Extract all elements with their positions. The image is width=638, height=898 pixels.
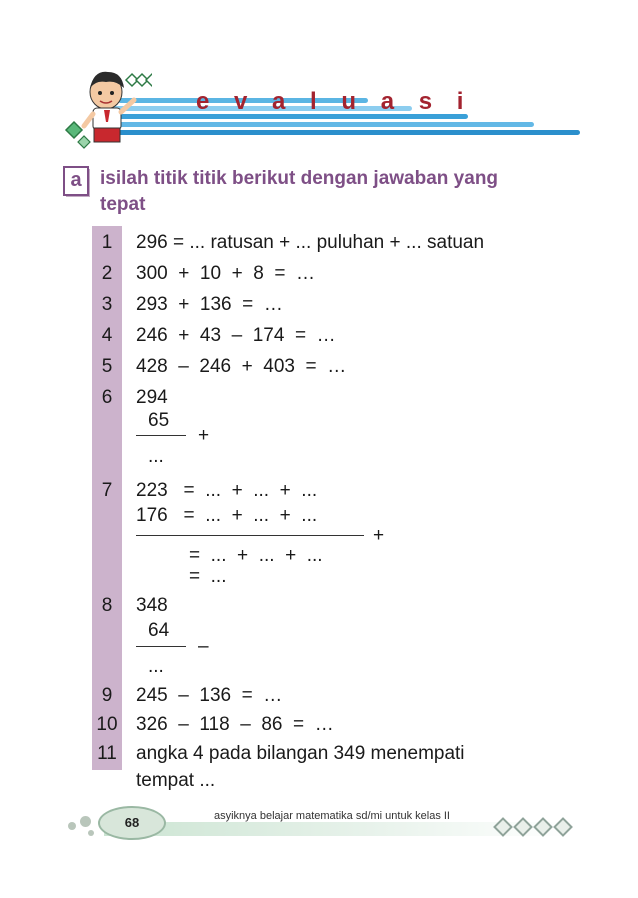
question-text: 326 – 118 – 86 = … [136, 714, 334, 735]
question-number: 1 [101, 232, 113, 253]
question-text: 428 – 246 + 403 = … [136, 356, 347, 377]
page-number: 68 [124, 815, 140, 830]
section-badge: a [63, 166, 89, 196]
question-number: 5 [101, 356, 113, 377]
question-number: 10 [96, 714, 118, 735]
minuend: 348 [136, 595, 168, 616]
question-text: 245 – 136 = … [136, 685, 283, 706]
expansion-line: 223 = ... + ... + ... [136, 480, 318, 501]
question-text: 300 + 10 + 8 = … [136, 263, 316, 284]
question-number: 7 [101, 480, 113, 501]
question-text: 293 + 136 = … [136, 294, 283, 315]
operator-sign: + [373, 525, 385, 546]
operator-sign: – [198, 636, 209, 657]
header-stripe [104, 122, 534, 127]
sum-rule [136, 535, 364, 536]
difference-rule [136, 646, 186, 647]
operator-sign: + [198, 425, 210, 446]
expansion-result: = ... + ... + ... [189, 545, 323, 566]
addend-top: 294 [136, 387, 168, 408]
page-title: e v a l u a s i [196, 88, 473, 115]
answer-blank: ... [148, 446, 164, 467]
question-number: 3 [101, 294, 113, 315]
decor-dot [68, 822, 76, 830]
question-text: 296 = ... ratusan + ... puluhan + ... satuan [136, 232, 485, 253]
answer-blank: ... [148, 656, 164, 677]
question-number: 11 [97, 743, 117, 764]
student-mascot-icon [60, 60, 152, 150]
instruction-line: isilah titik titik berikut dengan jawaban yang [100, 168, 499, 189]
question-number: 2 [101, 263, 113, 284]
subtrahend: 64 [148, 620, 170, 641]
instruction-text [100, 166, 580, 218]
question-number: 6 [101, 387, 113, 408]
book-title: asyiknya belajar matematika sd/mi untuk kelas II [214, 810, 450, 822]
decor-dot [88, 830, 94, 836]
question-number: 9 [101, 685, 113, 706]
question-text: angka 4 pada bilangan 349 menempati [136, 743, 465, 764]
sum-rule [136, 435, 186, 436]
decor-dot [80, 816, 91, 827]
question-text-cont: tempat ... [136, 770, 216, 791]
question-number: 4 [101, 325, 113, 346]
question-number: 8 [101, 595, 113, 616]
instruction-line-cont: tepat [100, 194, 146, 215]
expansion-line: 176 = ... + ... + ... [136, 505, 318, 526]
header-stripe [100, 130, 580, 135]
question-text: 246 + 43 – 174 = … [136, 325, 336, 346]
expansion-total: = ... [189, 566, 227, 587]
addend-bottom: 65 [148, 410, 170, 431]
